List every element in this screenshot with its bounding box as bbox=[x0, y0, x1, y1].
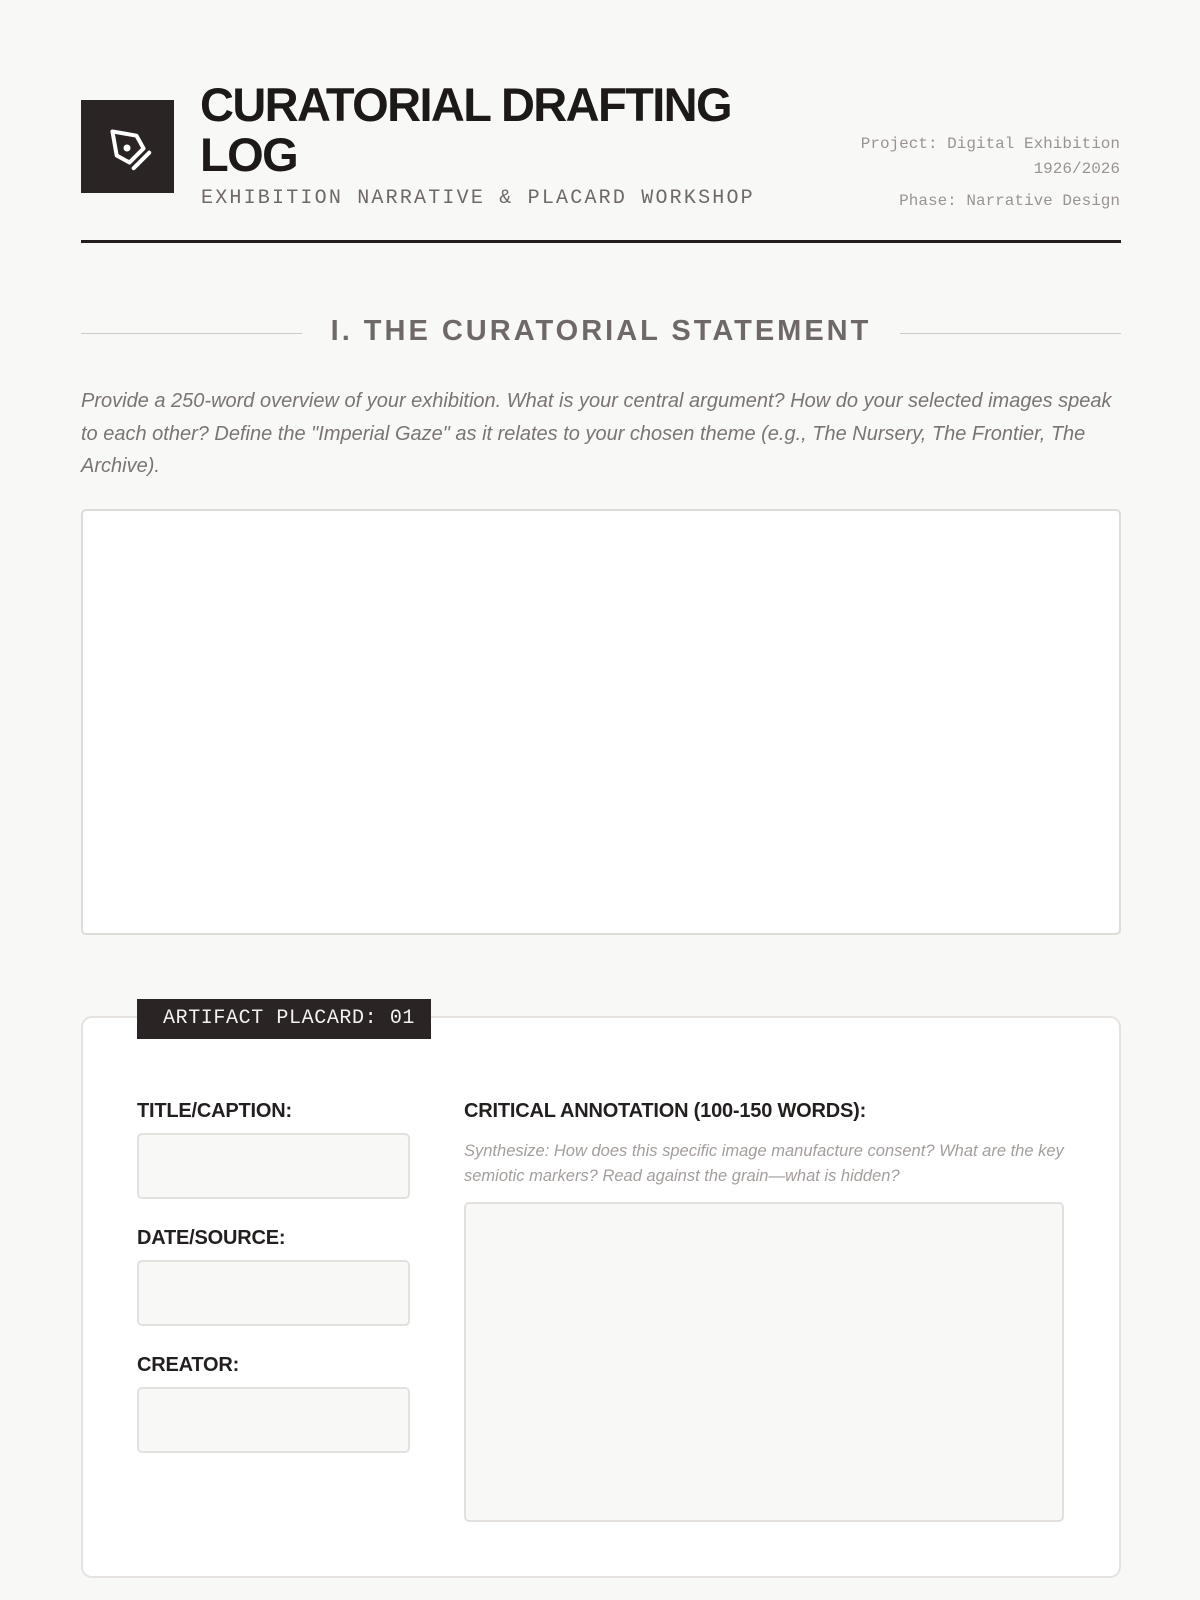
pen-nib-icon bbox=[100, 119, 156, 175]
statement-textarea[interactable] bbox=[81, 509, 1121, 935]
logo bbox=[81, 100, 174, 193]
creator-input[interactable] bbox=[137, 1387, 410, 1453]
header-divider bbox=[81, 240, 1121, 243]
project-label: Project: Digital Exhibition 1926/2026 bbox=[860, 135, 1120, 178]
date-source-label: DATE/SOURCE: bbox=[137, 1227, 286, 1249]
annotation-hint: Synthesize: How does this specific image manufacture consent? What are the key semiotic markers? Read against the grain—what is hidden? bbox=[464, 1142, 1064, 1185]
statement-instructions: Provide a 250-word overview of your exhibition. What is your central argument? How do your selected images speak to each other? Define the "Imperial Gaze" as it relates to your chosen theme (e.g., The Nursery, The Frontier, The Archive). bbox=[81, 390, 1112, 477]
phase-label: Phase: Narrative Design bbox=[899, 192, 1120, 210]
project-meta bbox=[820, 132, 1120, 214]
section-title: I. THE CURATORIAL STATEMENT bbox=[330, 315, 872, 347]
title-caption-input[interactable] bbox=[137, 1133, 410, 1199]
annotation-label: CRITICAL ANNOTATION (100-150 WORDS): bbox=[464, 1100, 867, 1122]
page-title: CURATORIAL DRAFTING LOG bbox=[200, 78, 731, 181]
date-source-input[interactable] bbox=[137, 1260, 410, 1326]
heading-rule-left bbox=[81, 333, 302, 334]
title-caption-label: TITLE/CAPTION: bbox=[137, 1100, 292, 1122]
section-heading bbox=[81, 313, 1121, 353]
page-subtitle: EXHIBITION NARRATIVE & PLACARD WORKSHOP bbox=[201, 187, 755, 210]
annotation-textarea[interactable] bbox=[464, 1202, 1064, 1522]
creator-label: CREATOR: bbox=[137, 1354, 240, 1376]
heading-rule-right bbox=[900, 333, 1121, 334]
placard-tag: ARTIFACT PLACARD: 01 bbox=[137, 999, 431, 1039]
